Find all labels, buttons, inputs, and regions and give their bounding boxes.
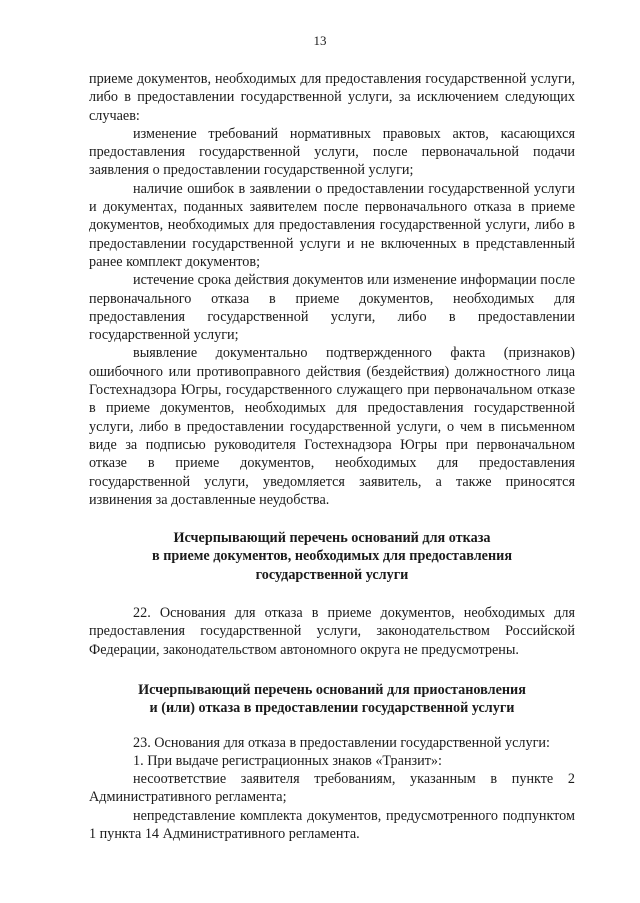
list-subitem-noncompliance: несоответствие заявителя требованиям, указанным в пункте 2 Административного регламента;	[89, 771, 575, 806]
page-number: 13	[313, 33, 327, 48]
paragraph-22: 22. Основания для отказа в приеме документов, необходимых для предоставления государственной услуги, законодательством Российской Федерации, законодательством автономного округа не предусмотрены.	[89, 605, 575, 658]
heading-line: государственной услуги	[255, 566, 409, 583]
paragraph-exception-2: наличие ошибок в заявлении о предоставлении государственной услуги и документах, поданных заявителем после первоначального отказа в приеме документов, необходимых для предоставления государственной услуги, либо в предоставлении государственной услуги и не включенных в представленный ранее комплект документов;	[89, 180, 575, 270]
paragraph-exception-4: выявление документально подтвержденного факта (признаков) ошибочного или противоправного действия (бездействия) должностного лица Гостехнадзора Югры, государственного служащего при первоначальном отказе в приеме документов, необходимых для предоставления государственной услуги, либо в предоставлении государственной услуги, о чем в письменном виде за подписью руководителя Гостехнадзора Югры при первоначальном отказе в приеме документов, необходимых для предоставления государственной услуги, уведомляется заявитель, а также приносятся извинения за доставленные неудобства.	[89, 345, 575, 508]
heading-line: Исчерпывающий перечень оснований для приостановления	[138, 681, 526, 698]
list-item-transit: 1. При выдаче регистрационных знаков «Транзит»:	[133, 752, 442, 769]
paragraph-exception-1: изменение требований нормативных правовых актов, касающихся предоставления государственной услуги, после первоначальной подачи заявления о предоставлении государственной услуги;	[89, 125, 575, 179]
document-body	[89, 70, 575, 843]
paragraph-continuation: приеме документов, необходимых для предоставления государственной услуги, либо в предоставлении государственной услуги, за исключением следующих случаев:	[89, 71, 575, 124]
heading-line: Исчерпывающий перечень оснований для отказа	[173, 530, 491, 547]
list-subitem-missing-documents: непредставление комплекта документов, предусмотренного подпунктом 1 пункта 14 Административного регламента.	[89, 807, 575, 842]
section-heading-suspension-refusal	[89, 681, 575, 718]
heading-line: и (или) отказа в предоставлении государственной услуги	[149, 700, 515, 717]
paragraph-exception-3: истечение срока действия документов или изменение информации после первоначального отказа в приеме документов, необходимых для предоставления государственной услуги, либо в предоставлении государственной услуги;	[89, 272, 575, 344]
section-heading-refusal-acceptance	[89, 529, 575, 584]
heading-line: в приеме документов, необходимых для предоставления	[152, 548, 512, 565]
paragraph-23: 23. Основания для отказа в предоставлении государственной услуги:	[133, 734, 550, 751]
